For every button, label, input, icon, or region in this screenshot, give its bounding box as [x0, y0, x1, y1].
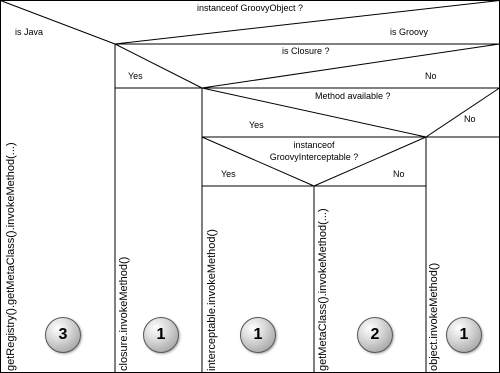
- outcome-call-object: object.invokeMethod(): [428, 262, 440, 371]
- method-available-yes-label: Yes: [249, 120, 264, 130]
- outcome-call-interceptable: interceptable.invokeMethod(): [206, 229, 218, 371]
- outcome-badge-object: 1: [446, 317, 482, 353]
- method-available-no-label: No: [464, 114, 476, 124]
- method-available-diagonal-right: [426, 88, 500, 137]
- interceptable-yes-label: Yes: [221, 169, 236, 179]
- outcome-badge-interceptable: 1: [240, 317, 276, 353]
- outcome-call-metaclass: getMetaClass().invokeMethod(...): [317, 208, 329, 371]
- closure-yes-label: Yes: [128, 71, 143, 81]
- outcome-call-closure: closure.invokeMethod(): [118, 256, 130, 371]
- method-available-diagonal-left: [202, 88, 426, 137]
- closure-question: is Closure ?: [282, 46, 330, 56]
- is-groovy-label: is Groovy: [390, 27, 429, 37]
- interceptable-question-line2: GroovyInterceptable ?: [269, 152, 359, 162]
- is-java-label: is Java: [15, 27, 44, 37]
- outcome-badge-registry: 3: [45, 317, 81, 353]
- closure-no-label: No: [425, 71, 437, 81]
- outcome-badge-metaclass: 2: [357, 317, 393, 353]
- groovy-object-question: instanceof GroovyObject ?: [196, 3, 304, 13]
- method-available-question: Method available ?: [315, 91, 391, 101]
- outcome-call-registry: getRegistry().getMetaClass().invokeMethod(...): [5, 142, 17, 371]
- outcome-badge-closure: 1: [143, 317, 179, 353]
- closure-diagonal-right: [202, 44, 500, 88]
- interceptable-no-label: No: [393, 169, 405, 179]
- interceptable-question-line1: instanceof: [293, 140, 335, 150]
